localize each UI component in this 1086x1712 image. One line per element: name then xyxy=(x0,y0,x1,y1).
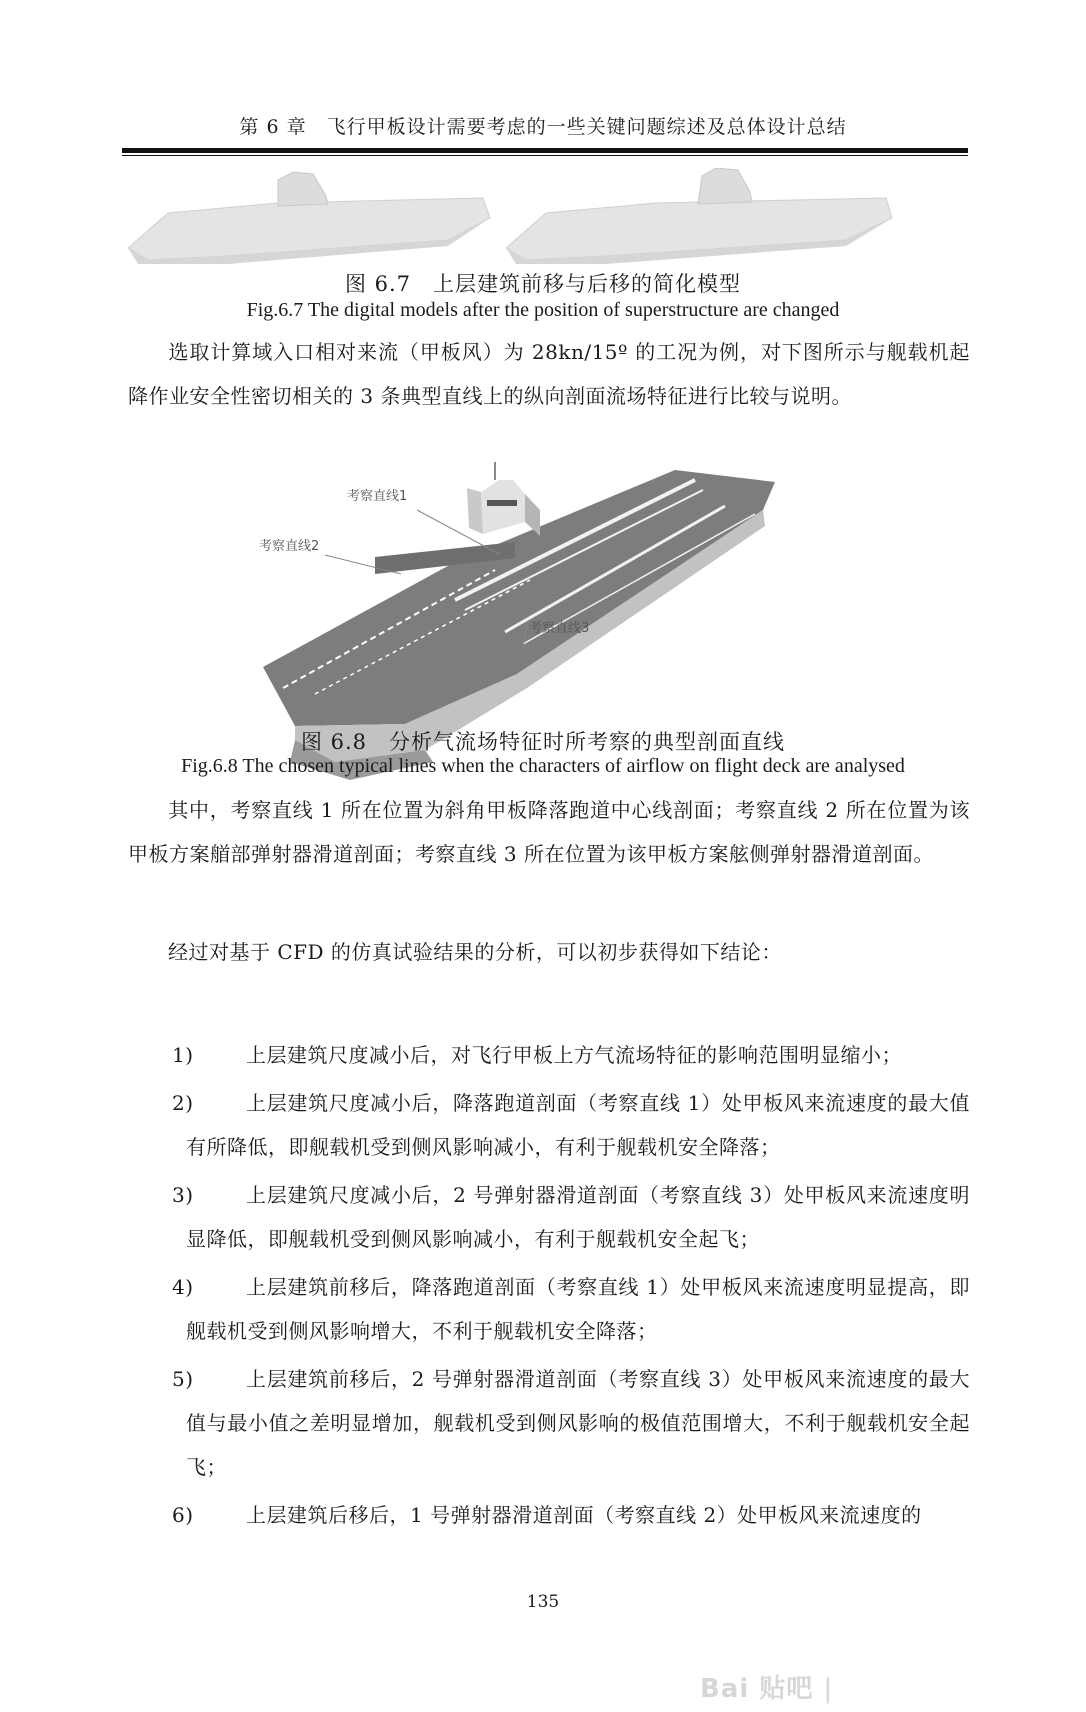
list-item xyxy=(128,1173,970,1261)
label-line-2: 考察直线2 xyxy=(259,539,320,554)
page-number: 135 xyxy=(526,1592,560,1612)
paragraph-1 xyxy=(128,330,970,418)
header-rule xyxy=(122,148,968,153)
model-superstructure-forward xyxy=(128,172,490,264)
list-item xyxy=(128,1081,970,1169)
list-item-text: 上层建筑尺度减小后，2 号弹射器滑道剖面（考察直线 3）处甲板风来流速度明显降低，即舰载机受到侧风影响减小，有利于舰载机安全起飞； xyxy=(186,1183,970,1251)
paragraph-3-text: 经过对基于 CFD 的仿真试验结果的分析，可以初步获得如下结论： xyxy=(168,940,782,964)
list-item-number: 1) xyxy=(172,1043,194,1067)
list-item-text: 上层建筑前移后，2 号弹射器滑道剖面（考察直线 3）处甲板风来流速度的最大值与最小值之差明显增加，舰载机受到侧风影响的极值范围增大，不利于舰载机安全起飞； xyxy=(186,1367,970,1479)
list-item-text: 上层建筑尺度减小后，对飞行甲板上方气流场特征的影响范围明显缩小； xyxy=(246,1043,902,1067)
watermark-bar: | xyxy=(823,1674,834,1704)
list-item xyxy=(128,1033,970,1077)
list-item-text: 上层建筑后移后，1 号弹射器滑道剖面（考察直线 2）处甲板风来流速度的 xyxy=(246,1503,922,1527)
paragraph-2-text: 其中，考察直线 1 所在位置为斜角甲板降落跑道中心线剖面；考察直线 2 所在位置为该甲板方案艏部弹射器滑道剖面；考察直线 3 所在位置为该甲板方案舷侧弹射器滑道剖面。 xyxy=(128,798,970,866)
list-item xyxy=(128,1357,970,1489)
figure-6-8-caption-en: Fig.6.8 The chosen typical lines when the characters of airflow on flight deck are analysed xyxy=(181,755,905,777)
list-item-number: 3) xyxy=(172,1183,194,1207)
model-superstructure-aft xyxy=(506,168,892,264)
paragraph-1-text: 选取计算域入口相对来流（甲板风）为 28kn/15º 的工况为例，对下图所示与舰载机起降作业安全性密切相关的 3 条典型直线上的纵向剖面流场特征进行比较与说明。 xyxy=(128,340,970,408)
list-item-text: 上层建筑尺度减小后，降落跑道剖面（考察直线 1）处甲板风来流速度的最大值有所降低，即舰载机受到侧风影响减小，有利于舰载机安全降落； xyxy=(186,1091,970,1159)
paragraph-2 xyxy=(128,788,970,876)
list-item xyxy=(128,1265,970,1353)
header-rule-thin xyxy=(122,155,968,156)
running-head: 第 6 章 飞行甲板设计需要考虑的一些关键问题综述及总体设计总结 xyxy=(239,116,847,138)
list-item-number: 6) xyxy=(172,1503,194,1527)
list-item-text: 上层建筑前移后，降落跑道剖面（考察直线 1）处甲板风来流速度明显提高，即舰载机受到侧风影响增大，不利于舰载机安全降落； xyxy=(186,1275,970,1343)
conclusion-list xyxy=(128,1033,970,1541)
watermark xyxy=(700,1668,833,1705)
label-line-2-group xyxy=(259,538,401,574)
label-line-3: 考察直线3 xyxy=(529,621,590,636)
label-line-1: 考察直线1 xyxy=(347,489,408,504)
watermark-text: Bai 贴吧 xyxy=(700,1674,814,1704)
list-item-number: 2) xyxy=(172,1091,194,1115)
paragraph-3 xyxy=(128,930,970,974)
list-item-number: 4) xyxy=(172,1275,194,1299)
list-item-number: 5) xyxy=(172,1367,194,1391)
figure-6-7-caption-en: Fig.6.7 The digital models after the position of superstructure are changed xyxy=(246,299,840,321)
list-item xyxy=(128,1493,970,1537)
figure-6-7-caption-cn: 图 6.7 上层建筑前移与后移的简化模型 xyxy=(344,272,742,296)
figure-6-8-caption-cn: 图 6.8 分析气流场特征时所考察的典型剖面直线 xyxy=(300,730,786,754)
